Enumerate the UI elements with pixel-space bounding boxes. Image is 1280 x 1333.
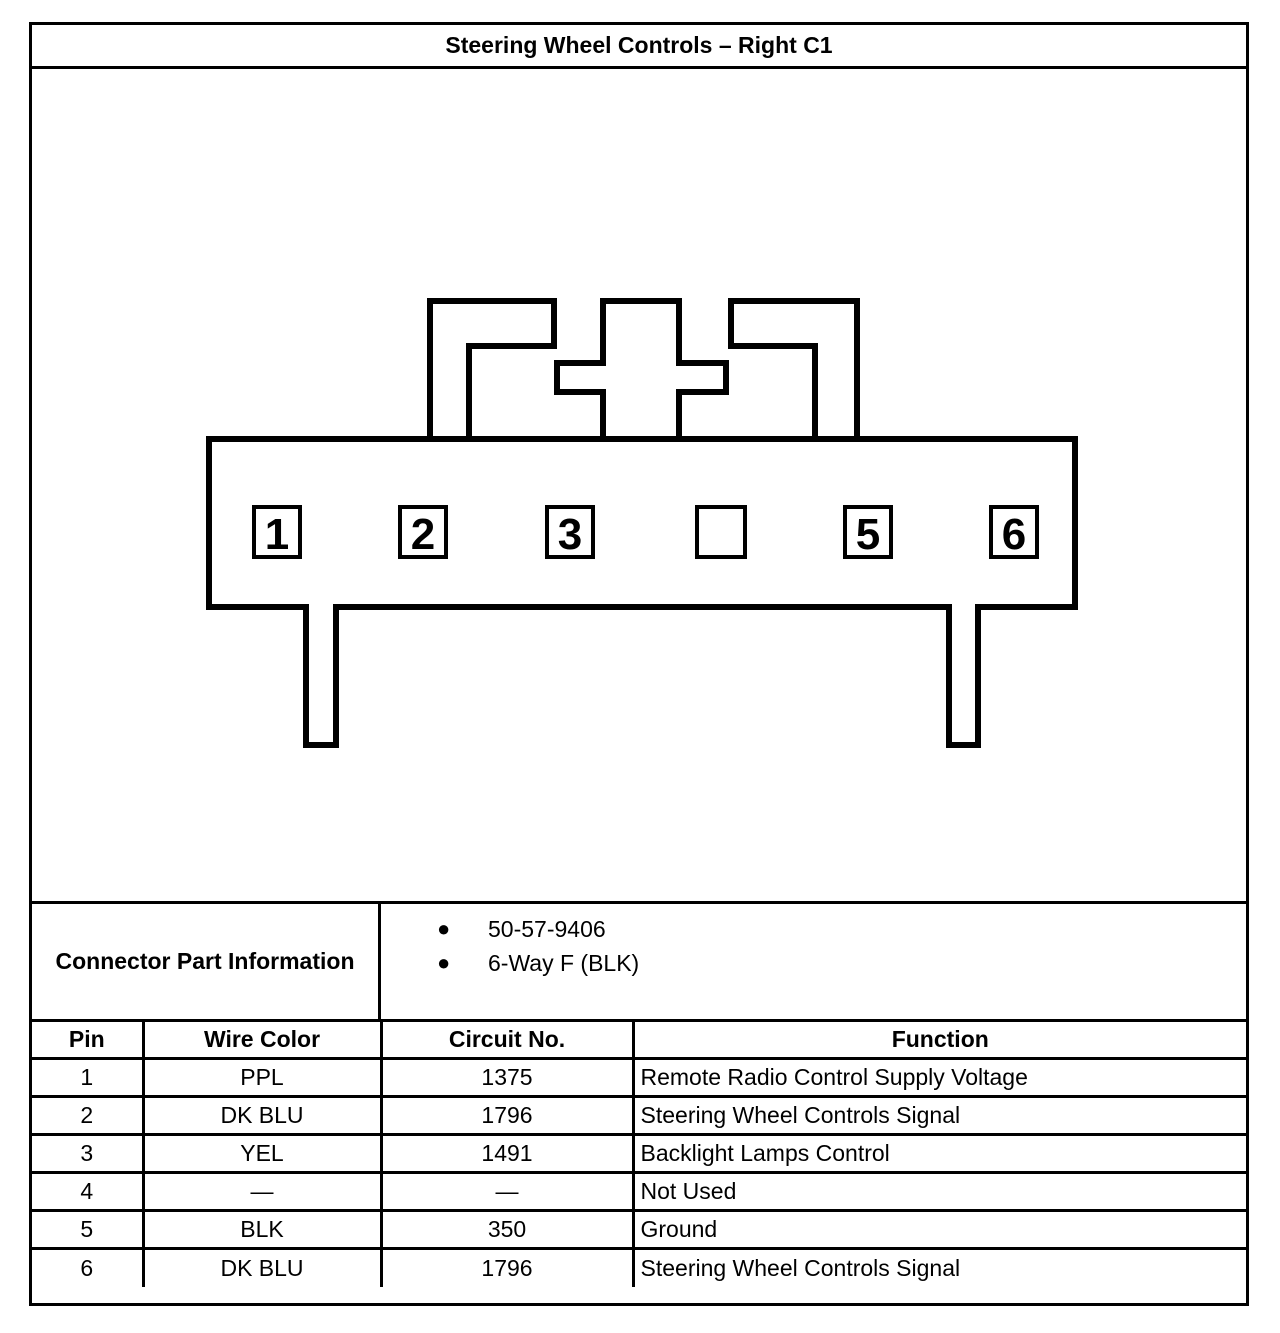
cavity-label-6: 6 — [1001, 510, 1027, 559]
cell-circuit: 350 — [381, 1211, 633, 1249]
right-latch — [731, 301, 857, 439]
cell-function: Ground — [633, 1211, 1246, 1249]
table-row — [32, 1059, 1246, 1097]
connector-body — [209, 439, 1075, 745]
cell-wire-color: BLK — [143, 1211, 381, 1249]
pin-table — [32, 1019, 1246, 1287]
part-number: 50-57-9406 — [488, 916, 606, 942]
table-row — [32, 1211, 1246, 1249]
table-row — [32, 1097, 1246, 1135]
cell-pin: 3 — [32, 1135, 143, 1173]
header-circuit-no: Circuit No. — [381, 1021, 633, 1059]
cell-function: Remote Radio Control Supply Voltage — [633, 1059, 1246, 1097]
header-function: Function — [633, 1021, 1246, 1059]
cavity-label-1: 1 — [264, 510, 290, 559]
table-row — [32, 1135, 1246, 1173]
list-item — [381, 912, 639, 946]
left-latch — [430, 301, 554, 439]
cell-pin: 4 — [32, 1173, 143, 1211]
center-key — [557, 301, 726, 439]
cell-circuit: 1491 — [381, 1135, 633, 1173]
cell-function: Backlight Lamps Control — [633, 1135, 1246, 1173]
cavity-2 — [400, 507, 446, 557]
bullet-icon: ● — [437, 916, 451, 941]
cell-circuit: 1796 — [381, 1249, 633, 1287]
cavity-3 — [547, 507, 593, 557]
cavity-6 — [991, 507, 1037, 557]
cell-pin: 5 — [32, 1211, 143, 1249]
cavity-group — [254, 507, 1037, 557]
cavity-1 — [254, 507, 300, 557]
cell-circuit: 1375 — [381, 1059, 633, 1097]
cell-function: Steering Wheel Controls Signal — [633, 1097, 1246, 1135]
header-wire-color: Wire Color — [143, 1021, 381, 1059]
cell-function: Steering Wheel Controls Signal — [633, 1249, 1246, 1287]
cell-pin: 1 — [32, 1059, 143, 1097]
connector-info-list — [381, 912, 639, 980]
table-header-row — [32, 1021, 1246, 1059]
cell-function: Not Used — [633, 1173, 1246, 1211]
page-title: Steering Wheel Controls – Right C1 — [32, 25, 1246, 69]
connector-type: 6-Way F (BLK) — [488, 950, 640, 976]
table-row — [32, 1173, 1246, 1211]
connector-part-info — [32, 901, 1246, 1019]
connector-info-label: Connector Part Information — [32, 904, 381, 1019]
cell-wire-color: DK BLU — [143, 1249, 381, 1287]
table-row — [32, 1249, 1246, 1287]
header-pin: Pin — [32, 1021, 143, 1059]
cell-wire-color: — — [143, 1173, 381, 1211]
cell-circuit: — — [381, 1173, 633, 1211]
connector-sheet — [29, 22, 1249, 1306]
cavity-label-5: 5 — [855, 510, 881, 559]
cavity-label-3: 3 — [557, 510, 583, 559]
cavity-label-2: 2 — [410, 510, 436, 559]
cavity-5 — [845, 507, 891, 557]
list-item — [381, 946, 639, 980]
cell-pin: 2 — [32, 1097, 143, 1135]
cell-circuit: 1796 — [381, 1097, 633, 1135]
cell-pin: 6 — [32, 1249, 143, 1287]
bullet-icon: ● — [437, 950, 451, 975]
cell-wire-color: DK BLU — [143, 1097, 381, 1135]
cell-wire-color: PPL — [143, 1059, 381, 1097]
cavity-4 — [697, 507, 745, 557]
cell-wire-color: YEL — [143, 1135, 381, 1173]
